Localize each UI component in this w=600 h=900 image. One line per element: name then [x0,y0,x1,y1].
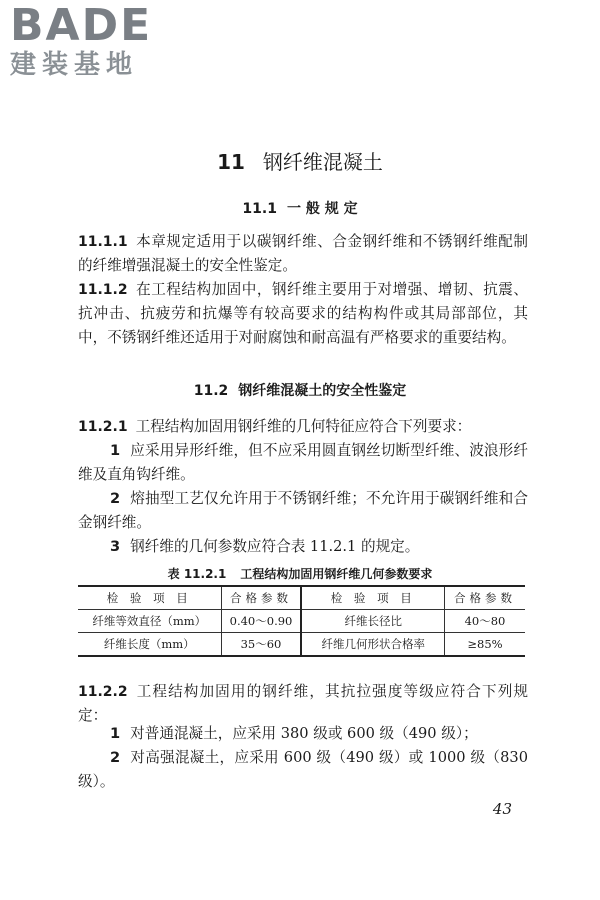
clause-11-2-1 [78,415,528,439]
table-header-row [78,586,525,610]
table-row [78,610,525,633]
table-header-cell: 合格参数 [221,586,301,610]
table-caption-title: 工程结构加固用钢纤维几何参数要求 [240,567,433,581]
table-cell: 纤维长径比 [301,610,444,633]
item-number: 2 [110,490,121,507]
item-text: 钢纤维的几何参数应符合表 11.2.1 的规定。 [130,538,420,555]
clause-text: 本章规定适用于以碳钢纤维、合金钢纤维和不锈钢纤维配制的纤维增强混凝土的安全性鉴定。 [78,233,528,274]
page-number: 43 [492,800,512,818]
item-text: 熔抽型工艺仅允许用于不锈钢纤维；不允许用于碳钢纤维和合金钢纤维。 [78,490,528,531]
table-cell: 纤维等效直径（mm） [78,610,221,633]
clause-number: 11.2.1 [78,419,128,435]
item-number: 1 [110,442,121,459]
clause-11-2-2 [78,680,528,728]
table-row [78,633,525,657]
table-header-cell: 检 验 项 目 [301,586,444,610]
list-item [78,439,528,487]
chapter-number: 11 [217,150,245,174]
section-number: 11.2 [193,383,229,399]
clause-text: 工程结构加固用钢纤维的几何特征应符合下列要求： [135,418,472,435]
clause-text: 在工程结构加固中，钢纤维主要用于对增强、增韧、抗震、抗冲击、抗疲劳和抗爆等有较高要求的结构构件或其局部部位，其中，不锈钢纤维还适用于对耐腐蚀和耐高温有严格要求的重要结构。 [78,281,528,346]
table-cell: 纤维长度（mm） [78,633,221,657]
item-text: 应采用异形纤维，但不应采用圆直钢丝切断型纤维、波浪形纤维及直角钩纤维。 [78,442,528,483]
list-item [78,535,528,559]
section-title-11-1 [0,198,600,218]
list-item [78,746,528,794]
table-caption-number: 表 11.2.1 [167,567,227,581]
table-cell: ≥85% [445,633,525,657]
table-caption [0,565,600,582]
section-title-11-2 [0,380,600,400]
table-header-cell: 合格参数 [445,586,525,610]
table-cell: 0.40～0.90 [221,610,301,633]
clause-11-1-2 [78,278,528,350]
chapter-name: 钢纤维混凝土 [262,150,383,174]
clause-11-1-1 [78,230,528,278]
item-text: 对高强混凝土，应采用 600 级（490 级）或 1000 级（830 级）。 [78,749,528,790]
section-name: 一 般 规 定 [286,201,358,217]
clause-number: 11.2.2 [78,684,128,700]
logo-subtitle: 建装基地 [10,50,139,80]
section-name: 钢纤维混凝土的安全性鉴定 [238,383,407,399]
item-number: 3 [110,538,121,555]
clause-text: 工程结构加固用的钢纤维，其抗拉强度等级应符合下列规定： [78,683,528,724]
logo-brand: BADE [10,0,153,51]
table-header-cell: 检 验 项 目 [78,586,221,610]
clause-number: 11.1.1 [78,234,128,250]
logo [10,2,152,80]
list-item [78,722,528,746]
clause-number: 11.1.2 [78,282,128,298]
item-number: 1 [110,725,121,742]
table-cell: 纤维几何形状合格率 [301,633,444,657]
table-cell: 40～80 [445,610,525,633]
section-number: 11.1 [242,201,277,217]
table-cell: 35～60 [221,633,301,657]
item-number: 2 [110,749,121,766]
chapter-title [0,146,600,175]
parameter-table [78,585,525,657]
item-text: 对普通混凝土，应采用 380 级或 600 级（490 级）； [130,725,478,742]
list-item [78,487,528,535]
